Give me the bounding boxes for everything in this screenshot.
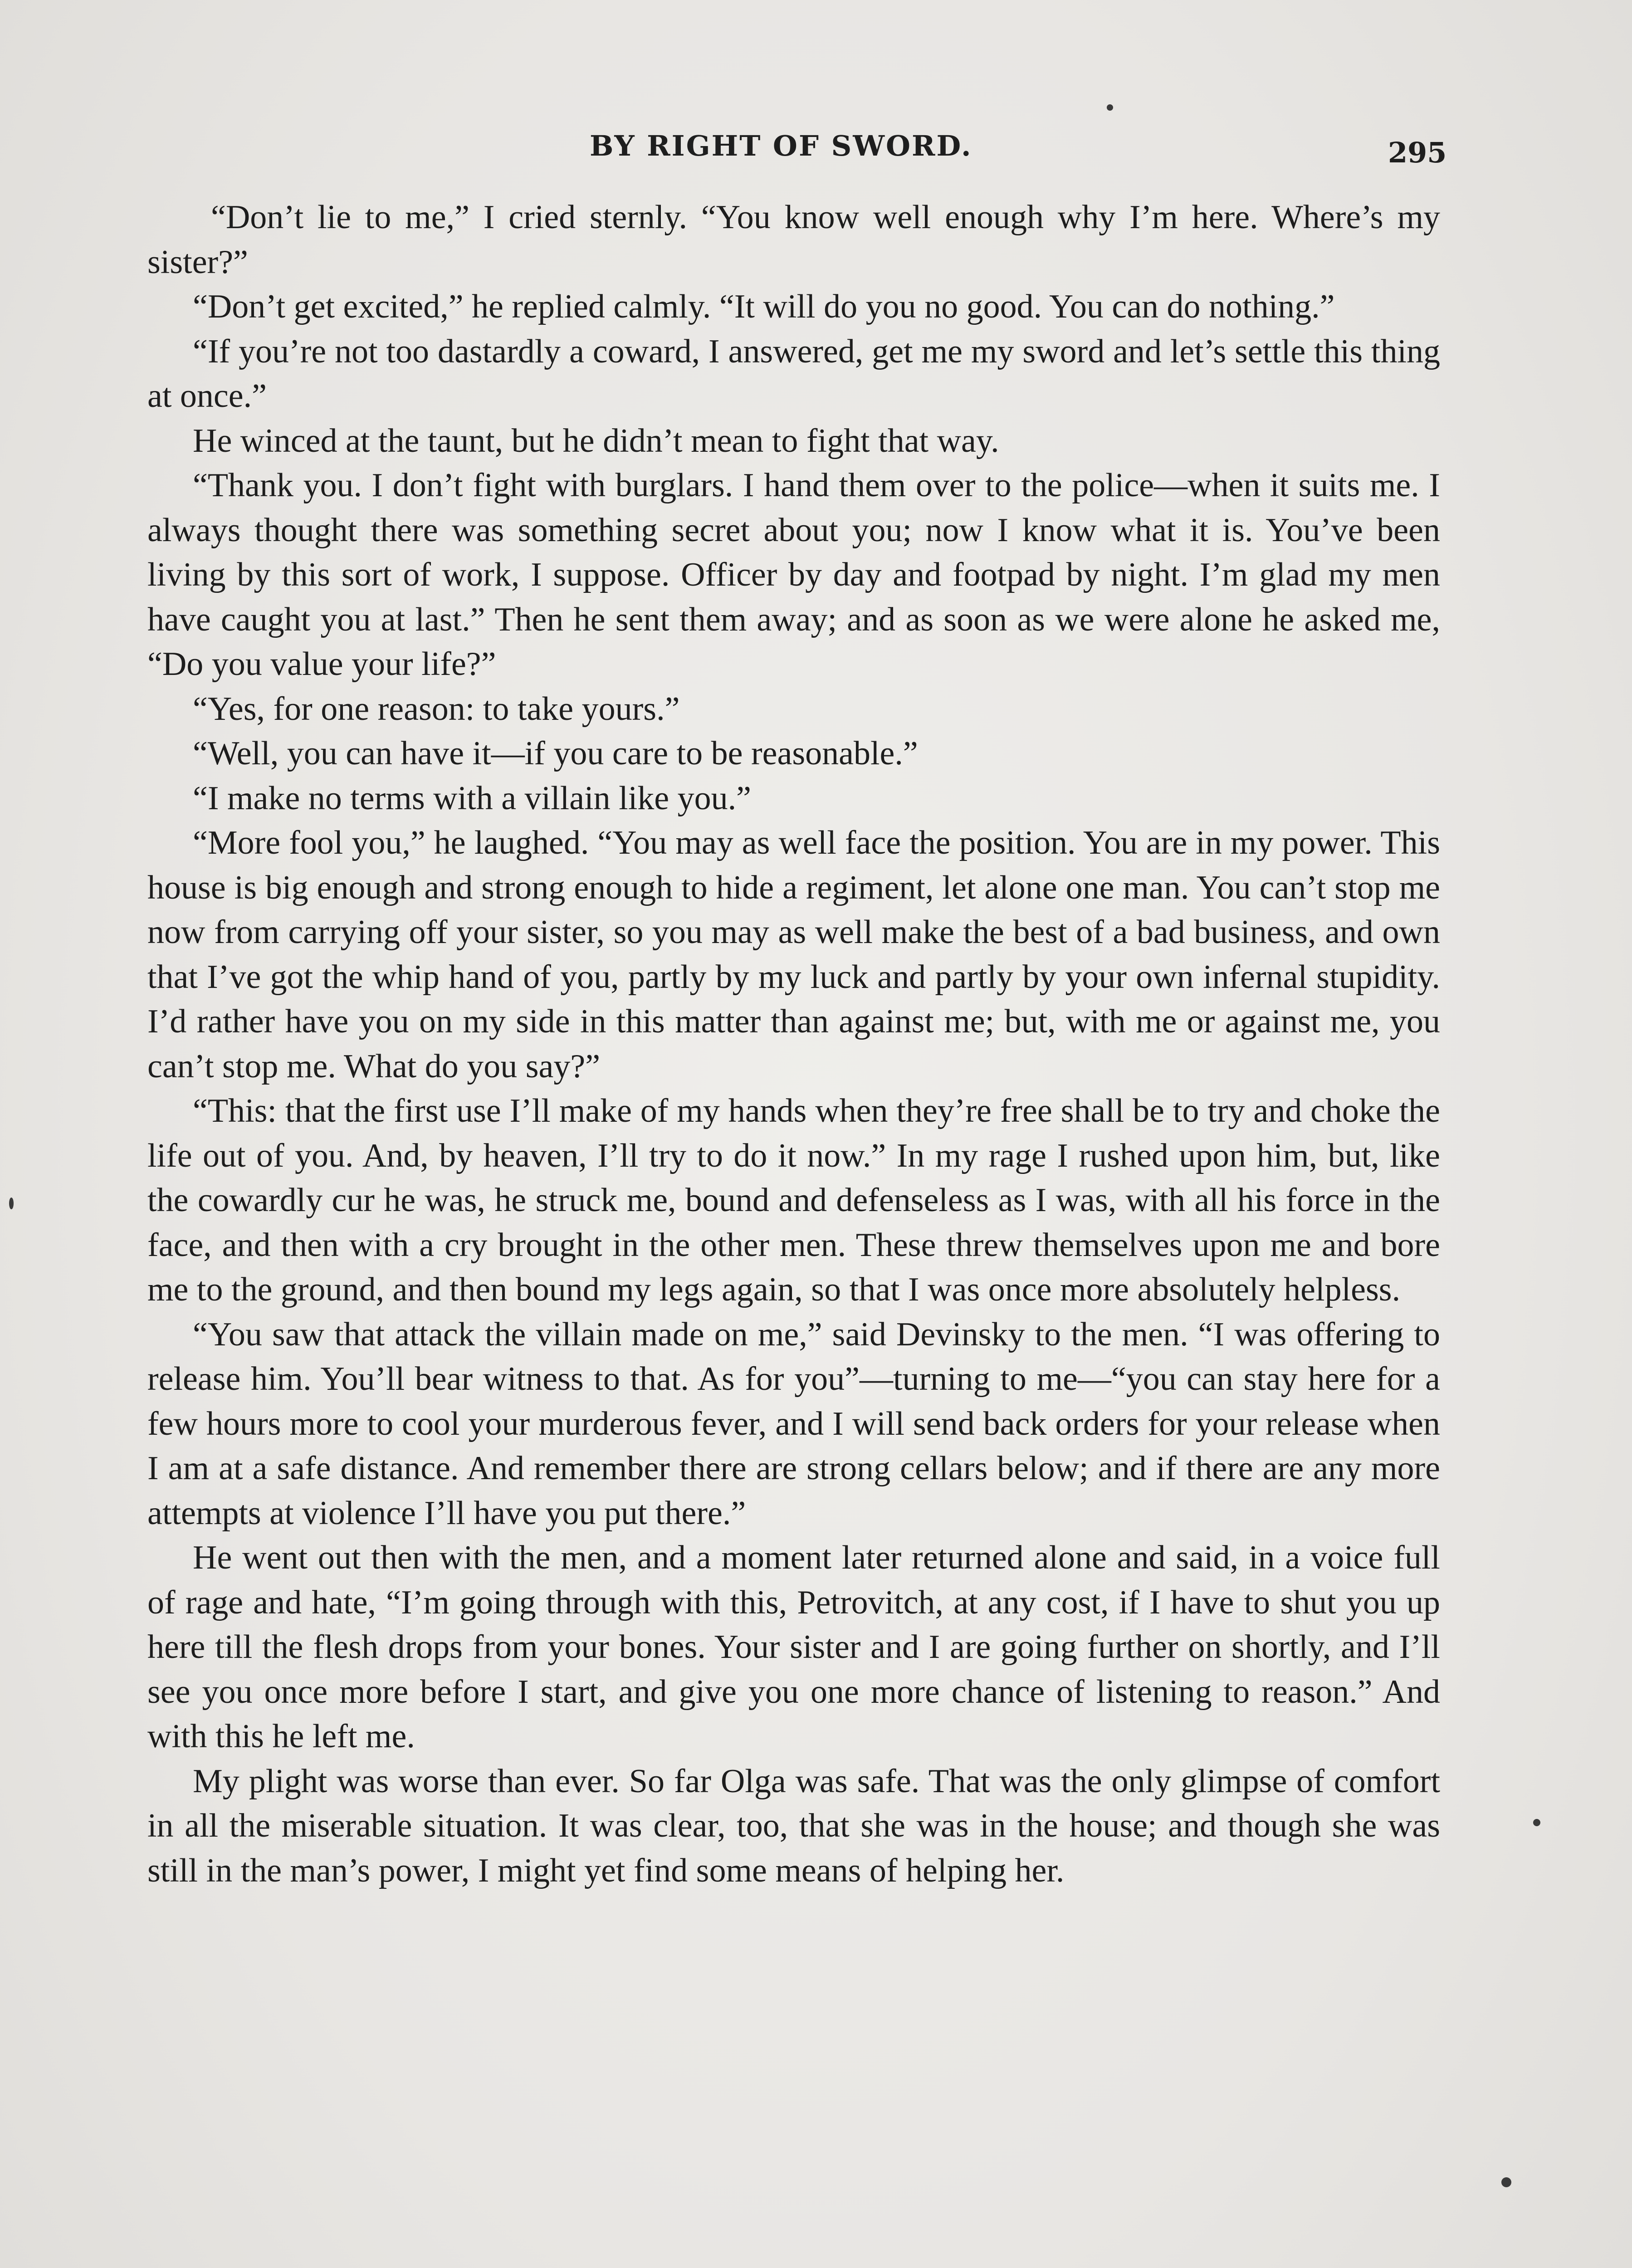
paragraph: “Don’t lie to me,” I cried sternly. “You know well enough why I’m here. Where’s my sister?” — [147, 199, 1440, 281]
paper-speck — [1107, 104, 1113, 111]
paragraph: “More fool you,” he laughed. “You may as well face the position. You are in my power. This house is big enough and strong enough to hide a regiment, let alone one man. You can’t stop me now from carrying off your sister, so you may as well make the best of a bad business, and own that I’ve got the whip hand of you, partly by my luck and partly by your own infernal stupidity. I’d rather have you on my side in this matter than against me; but, with me or against me, you can’t stop me. What do you say?” — [147, 824, 1440, 1085]
paragraph: “Don’t get excited,” he replied calmly. “It will do you no good. You can do nothing.” — [193, 288, 1335, 325]
paragraph: He winced at the taunt, but he didn’t mean to fight that way. — [193, 422, 999, 459]
paper-speck — [9, 1198, 14, 1209]
paragraph: “Thank you. I don’t fight with burglars. I hand them over to the police—when it suits me. I always thought there was something secret about you; now I know what it is. You’ve been living by this sort of work, I suppose. Officer by day and footpad by night. I’m glad my men have caught you at last.” Then he sent them away; and as soon as we were alone he asked me, “Do you value your life?” — [147, 467, 1440, 683]
paragraph: “Well, you can have it—if you care to be reasonable.” — [193, 735, 918, 772]
body-text — [147, 195, 1440, 1893]
paragraph: “If you’re not too dastardly a coward, I answered, get me my sword and let’s settle this thing at once.” — [147, 332, 1440, 415]
paragraph: “This: that the first use I’ll make of my hands when they’re free shall be to try and choke the life out of you. And, by heaven, I’ll try to do it now.” In my rage I rushed upon him, but, like the cowardly cur he was, he struck me, bound and defenseless as I was, with all his force in the face, and then with a cry brought in the other men. These threw themselves upon me and bore me to the ground, and then bound my legs again, so that I was once more absolutely helpless. — [147, 1092, 1440, 1308]
paragraph: He went out then with the men, and a moment later returned alone and said, in a voice full of rage and hate, “I’m going through with this, Petrovitch, at any cost, if I have to shut you up here till the flesh drops from your bones. Your sister and I are going further on shortly, and I’ll see you once more before I start, and give you one more chance of listening to reason.” And with this he left me. — [147, 1539, 1440, 1755]
paragraph: “Yes, for one reason: to take yours.” — [193, 690, 680, 728]
paper-speck — [1501, 2177, 1511, 2187]
paragraph: “I make no terms with a villain like you.” — [193, 779, 751, 817]
paragraph: My plight was worse than ever. So far Olga was safe. That was the only glimpse of comfort in all the miserable situation. It was clear, too, that she was in the house; and though she was still in the man’s power, I might yet find some means of helping her. — [147, 1762, 1440, 1889]
paragraph: “You saw that attack the villain made on me,” said Devinsky to the men. “I was offering to release him. You’ll bear witness to that. As for you”—turning to me—“you can stay here for a few hours more to cool your murderous fever, and I will send back orders for your release when I am at a safe distance. And remember there are strong cellars below; and if there are any more attempts at violence I’ll have you put there.” — [147, 1315, 1440, 1532]
page-number: 295 — [1388, 136, 1447, 169]
running-header-title: BY RIGHT OF SWORD. — [590, 129, 972, 162]
paper-speck — [1533, 1819, 1540, 1826]
